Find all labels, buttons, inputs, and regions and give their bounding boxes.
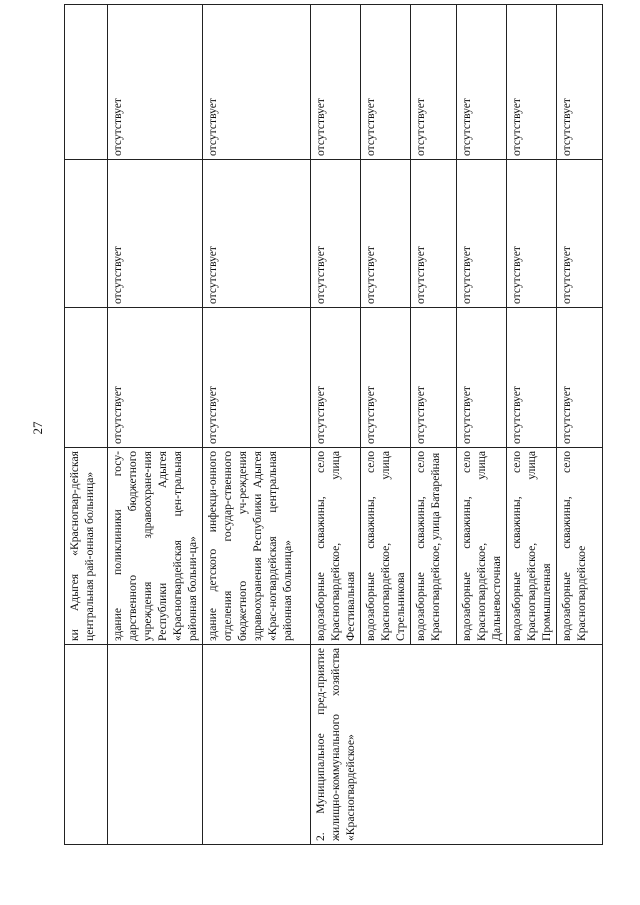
status-cell: отсутствует <box>457 5 507 160</box>
page-number: 27 <box>30 421 45 435</box>
status-cell: отсутствует <box>108 5 203 160</box>
status-cell <box>65 308 108 448</box>
status-cell: отсутствует <box>411 5 457 160</box>
status-cell: отсутствует <box>311 308 361 448</box>
status-cell: отсутствует <box>361 160 411 308</box>
organization-cell: 2. Муниципальное пред-приятие жилищно-коммунального хозяйства «Красногвардейское» <box>311 645 603 845</box>
status-cell: отсутствует <box>557 5 603 160</box>
status-cell: отсутствует <box>311 5 361 160</box>
status-cell: отсутствует <box>203 308 311 448</box>
object-cell: водозаборные скважины, село Красногвардейское, улица Стрельникова <box>361 448 411 645</box>
table-row <box>311 5 361 845</box>
status-cell: отсутствует <box>557 160 603 308</box>
status-cell <box>65 160 108 308</box>
status-cell: отсутствует <box>411 160 457 308</box>
status-cell: отсутствует <box>108 308 203 448</box>
status-cell: отсутствует <box>203 5 311 160</box>
object-cell: водозаборные скважины, село Красногвардейское, улица Батарейная <box>411 448 457 645</box>
status-cell: отсутствует <box>507 160 557 308</box>
object-cell: водозаборные скважины, село Красногвардейское, улица Фестивальная <box>311 448 361 645</box>
status-cell: отсутствует <box>411 308 457 448</box>
status-cell: отсутствует <box>311 160 361 308</box>
status-cell: отсутствует <box>507 5 557 160</box>
object-cell: водозаборные скважины, село Красногвардейское, улица Промышленная <box>507 448 557 645</box>
table-cell-empty <box>203 645 311 845</box>
object-cell: ки Адыгея «Красногвар-дейская центральная рай-онная больница» <box>65 448 108 645</box>
table-cell-empty <box>108 645 203 845</box>
table-row <box>108 5 203 845</box>
status-cell: отсутствует <box>557 308 603 448</box>
status-cell: отсутствует <box>361 5 411 160</box>
rotated-table-container <box>64 5 588 845</box>
status-cell: отсутствует <box>361 308 411 448</box>
table-row <box>203 5 311 845</box>
status-cell: отсутствует <box>507 308 557 448</box>
object-cell: водозаборные скважины, село Красногвардейское <box>557 448 603 645</box>
object-cell: здание детского инфекци-онного отделения государ-ственного бюджетного уч-реждения здравоохранения Республики Адыгея «Крас-ногвардейская центральная районная больница» <box>203 448 311 645</box>
status-cell: отсутствует <box>108 160 203 308</box>
status-cell: отсутствует <box>203 160 311 308</box>
status-cell: отсутствует <box>457 308 507 448</box>
status-cell: отсутствует <box>457 160 507 308</box>
object-cell: здание поликлиники госу-дарственного бюджетного учреждения здравоохране-ния Республики Адыгея «Красногвардейская цен-тральная районная больни-ца» <box>108 448 203 645</box>
object-cell: водозаборные скважины, село Красногвардейское, улица Дальневосточная <box>457 448 507 645</box>
table-row <box>65 5 108 845</box>
table-cell-empty <box>65 645 108 845</box>
status-cell <box>65 5 108 160</box>
objects-table <box>64 4 603 845</box>
